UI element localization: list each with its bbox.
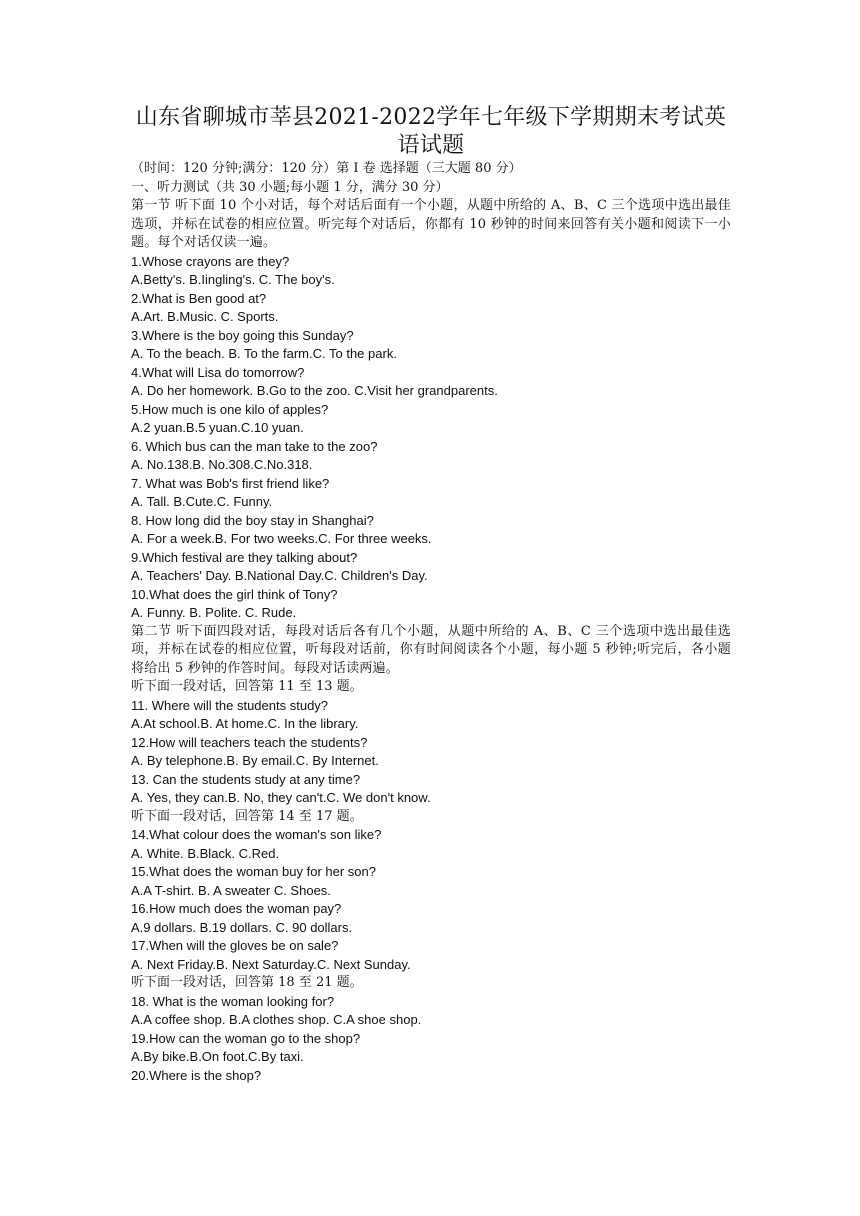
question-line: 15.What does the woman buy for her son? [131,864,376,879]
question-line: 17.When will the gloves be on sale? [131,938,339,953]
dialog3-questions [131,993,731,1086]
question-line: 1.Whose crayons are they? [131,253,290,269]
question-line: 7. What was Bob's first friend like? [131,475,330,491]
dialog2-questions [131,826,731,974]
document-content [131,104,731,1085]
question-line: A.Art. B.Music. C. Sports. [131,309,279,324]
question-line: 8. How long did the boy stay in Shanghai? [131,512,374,528]
dialog1-intro: 听下面一段对话，回答第 11 至 13 题。 [131,679,363,694]
document-title: 山东省聊城市莘县2021-2022学年七年级下学期期末考试英语试题 [135,105,727,158]
question-line: A. White. B.Black. C.Red. [131,845,280,861]
question-line: 6. Which bus can the man take to the zoo? [131,438,378,454]
section-heading-listening: 一、听力测试（共 30 小题;每小题 1 分，满分 30 分） [131,179,449,195]
part1-instructions: 第一节 听下面 10 个小对话，每个对话后面有一个小题，从题中所给的 A、B、C 三个选项中选出最佳选项，并标在试卷的相应位置。听完每个对话后，你都有 10 秒钟的时间来回答有关小题和阅读下一小题。每个对话仅读一遍。 [131,198,731,250]
question-line: A.2 yuan.B.5 yuan.C.10 yuan. [131,420,304,435]
question-line: A.9 dollars. B.19 dollars. C. 90 dollars. [131,919,353,935]
question-line: A.Betty's. B.Iingling's. C. The boy's. [131,272,335,287]
dialog1-questions [131,697,731,808]
dialog2-intro: 听下面一段对话，回答第 14 至 17 题。 [131,808,363,824]
question-line: A. To the beach. B. To the farm.C. To the park. [131,346,397,361]
question-line: 2.What is Ben good at? [131,290,267,306]
question-line: 3.Where is the boy going this Sunday? [131,327,354,343]
question-line: A. Next Friday.B. Next Saturday.C. Next Sunday. [131,956,411,972]
question-line: A. Yes, they can.B. No, they can't.C. We don't know. [131,790,431,805]
part2-instructions: 第二节 听下面四段对话，每段对话后各有几个小题，从题中所给的 A、B、C 三个选项中选出最佳选项，并标在试卷的相应位置，听每段对话前，你有时间阅读各个小题，每小题 5 秒钟;听完后，各小题将给出 5 秒钟的作答时间。每段对话读两遍。 [131,623,731,676]
question-line: A.A T-shirt. B. A sweater C. Shoes. [131,882,331,898]
question-line: 20.Where is the shop? [131,1067,262,1083]
question-line: 5.How much is one kilo of apples? [131,401,329,417]
question-line: 14.What colour does the woman's son like? [131,827,382,842]
part1-questions [131,253,731,623]
question-line: 19.How can the woman go to the shop? [131,1030,361,1046]
question-line: 9.Which festival are they talking about? [131,549,358,565]
question-line: 4.What will Lisa do tomorrow? [131,364,305,380]
question-line: A. For a week.B. For two weeks.C. For three weeks. [131,531,432,546]
question-line: 16.How much does the woman pay? [131,901,342,916]
exam-meta-line: （时间：120 分钟;满分：120 分）第 Ⅰ 卷 选择题（三大题 80 分） [131,161,522,176]
dialog3-intro: 听下面一段对话，回答第 18 至 21 题。 [131,975,363,990]
question-line: 12.How will teachers teach the students? [131,734,368,750]
question-line: A.By bike.B.On foot.C.By taxi. [131,1049,304,1064]
question-line: A. Tall. B.Cute.C. Funny. [131,494,273,509]
question-line: 18. What is the woman looking for? [131,993,335,1009]
question-line: 10.What does the girl think of Tony? [131,586,338,602]
question-line: A. Funny. B. Polite. C. Rude. [131,605,297,620]
question-line: A.At school.B. At home.C. In the library. [131,716,359,731]
question-line: A.A coffee shop. B.A clothes shop. C.A shoe shop. [131,1012,422,1027]
question-line: 13. Can the students study at any time? [131,771,361,787]
question-line: A. By telephone.B. By email.C. By Internet. [131,753,379,768]
question-line: A. Do her homework. B.Go to the zoo. C.Visit her grandparents. [131,383,498,398]
question-line: 11. Where will the students study? [131,697,329,713]
question-line: A. No.138.B. No.308.C.No.318. [131,457,313,472]
question-line: A. Teachers' Day. B.National Day.C. Children's Day. [131,568,428,583]
